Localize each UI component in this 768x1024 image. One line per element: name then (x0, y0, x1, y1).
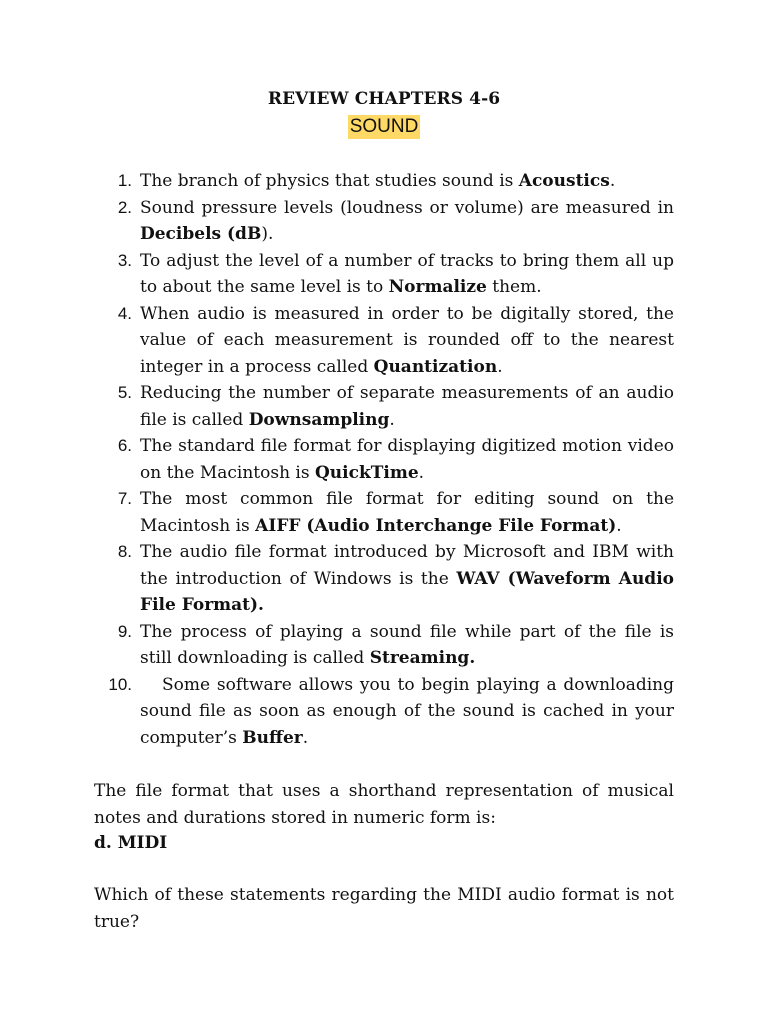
list-item-number: 8. (117, 542, 132, 561)
list-item-number: 4. (117, 303, 132, 323)
list-item (94, 168, 674, 195)
list-item-text (140, 251, 674, 298)
question-2-text: Which of these statements regarding the MIDI audio format is not true? (94, 885, 674, 932)
list-item-number: 5. (117, 383, 132, 402)
list-item-answer: WAV (Waveform Audio File Format). (140, 568, 674, 615)
question-1-answer: d. MIDI (94, 833, 168, 853)
list-item-answer: Acoustics (518, 171, 610, 191)
list-item-segment: them. (486, 277, 542, 297)
list-item-answer: AIFF (Audio Interchange File Format) (255, 515, 617, 536)
list-item-answer: Quantization (373, 356, 498, 377)
list-item (94, 195, 674, 248)
list-item-segment: The most common file format for editing sound on the Macintosh is (140, 489, 674, 536)
list-item-segment: The standard file format for displaying digitized motion video on the Macintosh is (140, 436, 674, 483)
list-item-segment: The process of playing a sound file while part of the file is still downloading is called (140, 621, 674, 668)
list-item-text (140, 171, 615, 191)
list-item (94, 539, 674, 619)
list-item-answer: Downsampling (248, 409, 390, 430)
list-item-number: 9. (117, 621, 132, 641)
list-item (94, 619, 674, 672)
list-item (94, 248, 674, 301)
list-item (94, 301, 674, 381)
list-item-segment: . (616, 515, 622, 536)
list-item (94, 380, 674, 433)
list-item-segment: . (418, 462, 425, 483)
list-item-number: 1. (117, 171, 132, 190)
list-item-text (140, 489, 674, 536)
list-item-segment: Some software allows you to begin playing a downloading sound file as soon as enough of the sound is cached in your computer’s (140, 674, 674, 748)
list-item (94, 672, 674, 752)
list-item-answer: Normalize (388, 277, 487, 297)
list-item-segment: When audio is measured in order to be digitally stored, the value of each measurement is rounded off to the nearest integer in a process called (140, 303, 674, 377)
list-item-segment: . (497, 356, 503, 377)
list-item-segment: The branch of physics that studies sound is (140, 171, 519, 191)
list-item-segment: ). (261, 224, 274, 244)
question-1-text: The file format that uses a shorthand representation of musical notes and durations stored in numeric form is: (94, 781, 674, 828)
list-item-text (140, 542, 674, 615)
list-item-text (140, 675, 674, 748)
list-item-number: 7. (117, 489, 132, 508)
list-item-answer: Decibels (dB (140, 224, 262, 244)
page-title: REVIEW CHAPTERS 4-6 (267, 89, 501, 109)
list-item (94, 433, 674, 486)
list-item-segment: The audio file format introduced by Microsoft and IBM with the introduction of Windows is the (140, 542, 674, 589)
list-item-text (140, 198, 674, 245)
list-item-segment: To adjust the level of a number of tracks to bring them all up to about the same level is to (140, 250, 674, 297)
list-item-number: 3. (117, 250, 132, 270)
list-item-number: 10. (108, 674, 132, 694)
list-item-answer: Streaming. (369, 648, 476, 668)
page-subtitle-highlighted: SOUND (349, 116, 419, 137)
list-item-segment: Reducing the number of separate measurements of an audio file is called (140, 383, 674, 430)
list-item-answer: Buffer (242, 727, 303, 748)
subtitle-wrap (0, 115, 768, 139)
list-item-segment: Sound pressure levels (loudness or volume) are measured in (140, 197, 674, 218)
list-item-text (140, 622, 674, 669)
list-item-answer: QuickTime (315, 462, 419, 483)
list-item-number: 2. (117, 197, 132, 217)
list-item-text (140, 436, 674, 483)
list-item-text (140, 383, 674, 430)
list-item (94, 486, 674, 539)
list-item-segment: . (389, 409, 395, 430)
review-list (94, 168, 674, 751)
list-item-segment: . (302, 727, 309, 748)
list-item-number: 6. (117, 436, 132, 455)
list-item-text (140, 304, 674, 377)
list-item-segment: . (609, 171, 616, 191)
